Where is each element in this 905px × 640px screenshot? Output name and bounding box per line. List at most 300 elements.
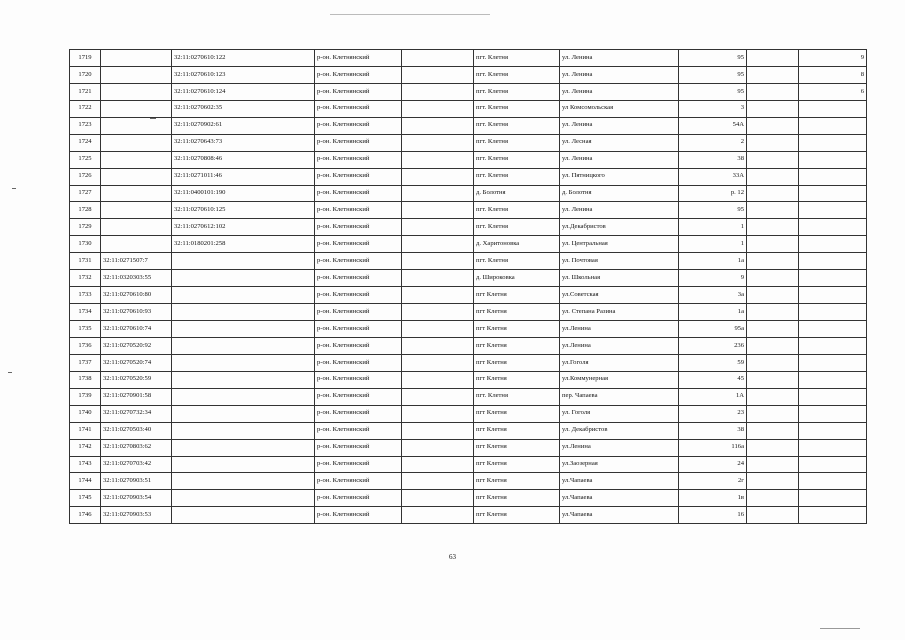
- table-cell-n: 1741: [70, 422, 101, 439]
- table-cell-c9: [799, 490, 867, 507]
- table-row: [70, 236, 867, 253]
- table-cell-n: 1739: [70, 388, 101, 405]
- table-cell-c5: пгт. Клетня: [474, 151, 560, 168]
- table-cell-c6: д. Болотня: [560, 185, 679, 202]
- table-cell-c7: 3а: [679, 287, 747, 304]
- table-cell-n: 1740: [70, 405, 101, 422]
- table-cell-c4: [402, 100, 474, 117]
- table-cell-n: 1720: [70, 66, 101, 83]
- table-cell-c2: 32:11:0270808:46: [172, 151, 315, 168]
- scan-mark: [330, 14, 490, 15]
- table-cell-c6: ул. Ленина: [560, 66, 679, 83]
- table-cell-c6: ул.Коммунерная: [560, 371, 679, 388]
- table-cell-c3: р-он. Клетнянский: [315, 100, 402, 117]
- table-cell-c6: ул. Ленина: [560, 50, 679, 67]
- table-cell-c4: [402, 83, 474, 100]
- table-cell-c6: пер. Чапаева: [560, 388, 679, 405]
- table-cell-c4: [402, 168, 474, 185]
- table-cell-c3: р-он. Клетнянский: [315, 490, 402, 507]
- table-cell-c2: 32:11:0270610:122: [172, 50, 315, 67]
- table-cell-c3: р-он. Клетнянский: [315, 66, 402, 83]
- table-cell-c8: [747, 202, 799, 219]
- table-cell-c8: [747, 490, 799, 507]
- table-cell-c5: пгт. Клетня: [474, 134, 560, 151]
- table-cell-n: 1733: [70, 287, 101, 304]
- table-cell-c8: [747, 388, 799, 405]
- table-cell-c9: [799, 507, 867, 524]
- table-cell-c5: пгт. Клетня: [474, 50, 560, 67]
- table-cell-c9: [799, 236, 867, 253]
- table-cell-c8: [747, 456, 799, 473]
- table-cell-c4: [402, 117, 474, 134]
- table-cell-c4: [402, 405, 474, 422]
- table-cell-c2: [172, 388, 315, 405]
- table-cell-c5: пгт Клетня: [474, 371, 560, 388]
- table-cell-c1: 32:11:0270903:51: [101, 473, 172, 490]
- table-cell-c6: ул.Гоголя: [560, 354, 679, 371]
- table-cell-c1: [101, 117, 172, 134]
- table-cell-c9: [799, 168, 867, 185]
- table-cell-c4: [402, 337, 474, 354]
- table-cell-c7: 116а: [679, 439, 747, 456]
- table-cell-c7: 33А: [679, 168, 747, 185]
- table-cell-c7: 1: [679, 219, 747, 236]
- table-row: [70, 507, 867, 524]
- table-cell-c3: р-он. Клетнянский: [315, 456, 402, 473]
- table-cell-c4: [402, 236, 474, 253]
- table-cell-c9: [799, 202, 867, 219]
- table-cell-c9: [799, 287, 867, 304]
- table-cell-c8: [747, 100, 799, 117]
- table-cell-c8: [747, 287, 799, 304]
- table-cell-c5: пгт Клетня: [474, 304, 560, 321]
- scan-mark: [820, 628, 860, 629]
- table-cell-c8: [747, 168, 799, 185]
- table-cell-c3: р-он. Клетнянский: [315, 83, 402, 100]
- table-row: [70, 117, 867, 134]
- table-cell-n: 1745: [70, 490, 101, 507]
- table-cell-c3: р-он. Клетнянский: [315, 134, 402, 151]
- table-cell-n: 1743: [70, 456, 101, 473]
- table-cell-c9: 8: [799, 66, 867, 83]
- table-cell-c4: [402, 50, 474, 67]
- table-row: [70, 490, 867, 507]
- table-cell-c8: [747, 321, 799, 338]
- table-row: [70, 371, 867, 388]
- table-cell-c3: р-он. Клетнянский: [315, 253, 402, 270]
- table-cell-c3: р-он. Клетнянский: [315, 185, 402, 202]
- table-cell-c2: [172, 507, 315, 524]
- table-cell-c6: ул. Почтовая: [560, 253, 679, 270]
- table-row: [70, 287, 867, 304]
- table-cell-c9: [799, 321, 867, 338]
- table-cell-c2: [172, 473, 315, 490]
- table-cell-c4: [402, 422, 474, 439]
- table-cell-c8: [747, 253, 799, 270]
- table-cell-c1: [101, 185, 172, 202]
- table-cell-c2: [172, 490, 315, 507]
- table-cell-c6: ул. Декабристов: [560, 422, 679, 439]
- table-cell-c4: [402, 202, 474, 219]
- table-cell-c3: р-он. Клетнянский: [315, 388, 402, 405]
- table-cell-c9: [799, 151, 867, 168]
- table-cell-c5: пгт. Клетня: [474, 219, 560, 236]
- table-cell-c1: 32:11:0270503:40: [101, 422, 172, 439]
- table-cell-c7: 24: [679, 456, 747, 473]
- table-cell-n: 1744: [70, 473, 101, 490]
- table-cell-c5: пгт. Клетня: [474, 202, 560, 219]
- table-cell-c1: [101, 202, 172, 219]
- table-cell-c3: р-он. Клетнянский: [315, 507, 402, 524]
- table-cell-c8: [747, 185, 799, 202]
- table-cell-c1: 32:11:0270703:42: [101, 456, 172, 473]
- table-cell-c7: 1а: [679, 304, 747, 321]
- table-cell-c7: 45: [679, 371, 747, 388]
- table-cell-c4: [402, 185, 474, 202]
- table-cell-c3: р-он. Клетнянский: [315, 219, 402, 236]
- table-cell-c6: ул.Ленина: [560, 337, 679, 354]
- table-cell-c4: [402, 219, 474, 236]
- table-cell-n: 1742: [70, 439, 101, 456]
- table-row: [70, 354, 867, 371]
- table-cell-c5: пгт. Клетня: [474, 388, 560, 405]
- table-cell-c1: 32:11:0270520:74: [101, 354, 172, 371]
- table-cell-n: 1729: [70, 219, 101, 236]
- table-cell-c2: [172, 287, 315, 304]
- table-cell-c7: 2: [679, 134, 747, 151]
- table-cell-c8: [747, 117, 799, 134]
- table-cell-c9: [799, 439, 867, 456]
- table-cell-n: 1735: [70, 321, 101, 338]
- table-row: [70, 388, 867, 405]
- table-cell-c5: пгт. Клетня: [474, 253, 560, 270]
- table-cell-c7: 9: [679, 270, 747, 287]
- table-cell-c1: 32:11:0270901:58: [101, 388, 172, 405]
- table-cell-c7: 2г: [679, 473, 747, 490]
- table-cell-c6: ул. Гоголя: [560, 405, 679, 422]
- table-cell-c1: 32:11:0270610:74: [101, 321, 172, 338]
- table-cell-c2: [172, 422, 315, 439]
- table-cell-c4: [402, 490, 474, 507]
- table-cell-c6: ул. Ленина: [560, 117, 679, 134]
- table-row: [70, 422, 867, 439]
- table-cell-c6: ул.Ленина: [560, 321, 679, 338]
- table-cell-c5: пгт. Клетня: [474, 66, 560, 83]
- table-cell-c8: [747, 439, 799, 456]
- table-cell-c1: [101, 66, 172, 83]
- table-cell-c6: ул. Лесная: [560, 134, 679, 151]
- table-row: [70, 456, 867, 473]
- table-cell-c6: ул.Заозерная: [560, 456, 679, 473]
- table-cell-c2: 32:11:0271011:46: [172, 168, 315, 185]
- table-cell-n: 1730: [70, 236, 101, 253]
- table-cell-c6: ул.Декабристов: [560, 219, 679, 236]
- table-cell-c8: [747, 151, 799, 168]
- table-cell-c4: [402, 507, 474, 524]
- table-cell-c7: 23: [679, 405, 747, 422]
- table-cell-c2: 32:11:0270610:125: [172, 202, 315, 219]
- table-cell-c8: [747, 270, 799, 287]
- table-cell-c9: [799, 253, 867, 270]
- table-cell-c1: [101, 219, 172, 236]
- table-cell-c5: пгт. Клетня: [474, 168, 560, 185]
- table-cell-c6: ул.Ленина: [560, 439, 679, 456]
- table-cell-c8: [747, 507, 799, 524]
- table-cell-c2: 32:11:0180201:258: [172, 236, 315, 253]
- table-cell-c9: [799, 422, 867, 439]
- table-cell-c2: 32:11:0270902:61: [172, 117, 315, 134]
- table-row: [70, 473, 867, 490]
- table-cell-c7: 38: [679, 422, 747, 439]
- table-cell-n: 1737: [70, 354, 101, 371]
- table-cell-c3: р-он. Клетнянский: [315, 439, 402, 456]
- table-cell-c8: [747, 422, 799, 439]
- table-cell-c6: ул. Степана Разина: [560, 304, 679, 321]
- table-cell-c5: пгт Клетня: [474, 405, 560, 422]
- table-cell-n: 1734: [70, 304, 101, 321]
- table-cell-c9: [799, 388, 867, 405]
- table-cell-c5: пгт Клетня: [474, 456, 560, 473]
- table-cell-n: 1721: [70, 83, 101, 100]
- table-row: [70, 304, 867, 321]
- table-cell-c4: [402, 304, 474, 321]
- table-cell-c6: ул. Центральная: [560, 236, 679, 253]
- table-cell-c4: [402, 354, 474, 371]
- table-cell-c5: д. Харитоновка: [474, 236, 560, 253]
- table-row: [70, 83, 867, 100]
- table-cell-n: 1724: [70, 134, 101, 151]
- table-row: [70, 134, 867, 151]
- table-cell-c8: [747, 219, 799, 236]
- table-cell-c5: пгт Клетня: [474, 287, 560, 304]
- table-cell-c7: 3: [679, 100, 747, 117]
- table-cell-c7: 38: [679, 151, 747, 168]
- table-cell-c5: пгт Клетня: [474, 473, 560, 490]
- table-cell-c4: [402, 473, 474, 490]
- table-cell-c8: [747, 134, 799, 151]
- table-cell-c5: пгт Клетня: [474, 490, 560, 507]
- table-cell-c5: пгт. Клетня: [474, 117, 560, 134]
- table-cell-c3: р-он. Клетнянский: [315, 168, 402, 185]
- table-cell-c8: [747, 304, 799, 321]
- table-cell-c1: [101, 50, 172, 67]
- table-cell-c9: [799, 337, 867, 354]
- table-cell-c7: 95: [679, 66, 747, 83]
- table-cell-c6: ул. Ленина: [560, 151, 679, 168]
- table-cell-c8: [747, 337, 799, 354]
- table-cell-n: 1727: [70, 185, 101, 202]
- table-cell-c1: 32:11:0270610:93: [101, 304, 172, 321]
- table-cell-c1: 32:11:0271507:7: [101, 253, 172, 270]
- table-row: [70, 66, 867, 83]
- table-cell-c4: [402, 371, 474, 388]
- table-cell-c1: 32:11:0270803:62: [101, 439, 172, 456]
- table-cell-c2: [172, 253, 315, 270]
- table-cell-c5: пгт. Клетня: [474, 83, 560, 100]
- table-cell-c4: [402, 439, 474, 456]
- scan-mark: [8, 372, 12, 373]
- table-cell-c4: [402, 134, 474, 151]
- table-cell-c6: ул.Чапаева: [560, 507, 679, 524]
- table-row: [70, 337, 867, 354]
- table-cell-c4: [402, 66, 474, 83]
- table-cell-n: 1725: [70, 151, 101, 168]
- table-cell-c3: р-он. Клетнянский: [315, 422, 402, 439]
- table-cell-c1: 32:11:0270732:34: [101, 405, 172, 422]
- table-cell-c2: [172, 371, 315, 388]
- table-cell-c2: [172, 405, 315, 422]
- table-cell-c9: [799, 473, 867, 490]
- table-cell-n: 1746: [70, 507, 101, 524]
- table-cell-c9: 9: [799, 50, 867, 67]
- page-number: 63: [449, 553, 456, 561]
- table-cell-c5: пгт Клетня: [474, 354, 560, 371]
- table-row: [70, 151, 867, 168]
- table-cell-c1: [101, 168, 172, 185]
- table-cell-c7: р. 12: [679, 185, 747, 202]
- table-cell-c7: 1: [679, 236, 747, 253]
- table-cell-c9: [799, 304, 867, 321]
- table-cell-c2: [172, 270, 315, 287]
- table-cell-c4: [402, 388, 474, 405]
- table-cell-c2: [172, 321, 315, 338]
- table-cell-c7: 1в: [679, 490, 747, 507]
- table-cell-c3: р-он. Клетнянский: [315, 270, 402, 287]
- table-cell-n: 1719: [70, 50, 101, 67]
- table-cell-c2: 32:11:0270610:124: [172, 83, 315, 100]
- table-cell-c7: 95: [679, 50, 747, 67]
- table-cell-n: 1722: [70, 100, 101, 117]
- table-cell-c9: [799, 354, 867, 371]
- table-cell-c4: [402, 456, 474, 473]
- table-cell-c2: [172, 337, 315, 354]
- table-cell-c6: ул.Чапаева: [560, 490, 679, 507]
- table-cell-c3: р-он. Клетнянский: [315, 371, 402, 388]
- table-cell-c8: [747, 236, 799, 253]
- table-cell-c2: 32:11:0400101:190: [172, 185, 315, 202]
- table-cell-c7: 1А: [679, 388, 747, 405]
- table-cell-c3: р-он. Клетнянский: [315, 321, 402, 338]
- table-cell-c8: [747, 83, 799, 100]
- table-cell-c2: [172, 456, 315, 473]
- table-row: [70, 439, 867, 456]
- table-cell-n: 1723: [70, 117, 101, 134]
- table-cell-n: 1726: [70, 168, 101, 185]
- table-cell-c8: [747, 354, 799, 371]
- table-cell-c2: 32:11:0270602:35: [172, 100, 315, 117]
- table-cell-c8: [747, 405, 799, 422]
- table-cell-c3: р-он. Клетнянский: [315, 304, 402, 321]
- register-table-body: [70, 50, 867, 524]
- table-cell-c5: пгт Клетня: [474, 321, 560, 338]
- table-cell-c6: ул. Пятницкого: [560, 168, 679, 185]
- table-cell-c5: пгт Клетня: [474, 422, 560, 439]
- table-cell-n: 1728: [70, 202, 101, 219]
- table-row: [70, 270, 867, 287]
- table-cell-c9: [799, 219, 867, 236]
- table-cell-c4: [402, 270, 474, 287]
- table-cell-c1: 32:11:0270903:53: [101, 507, 172, 524]
- table-cell-c1: [101, 100, 172, 117]
- table-cell-c5: пгт Клетня: [474, 507, 560, 524]
- table-cell-c2: [172, 354, 315, 371]
- table-cell-c8: [747, 371, 799, 388]
- table-cell-c9: [799, 456, 867, 473]
- table-cell-c2: [172, 304, 315, 321]
- table-cell-c7: 95: [679, 202, 747, 219]
- table-row: [70, 202, 867, 219]
- table-cell-c7: 1а: [679, 253, 747, 270]
- table-cell-c5: пгт. Клетня: [474, 100, 560, 117]
- table-cell-c9: [799, 270, 867, 287]
- table-cell-c5: д. Болотня: [474, 185, 560, 202]
- table-cell-c1: 32:11:0270520:59: [101, 371, 172, 388]
- table-row: [70, 219, 867, 236]
- table-cell-c4: [402, 321, 474, 338]
- table-cell-c3: р-он. Клетнянский: [315, 354, 402, 371]
- table-cell-n: 1736: [70, 337, 101, 354]
- table-cell-c3: р-он. Клетнянский: [315, 151, 402, 168]
- table-cell-c6: ул. Школьная: [560, 270, 679, 287]
- table-cell-c5: пгт Клетня: [474, 337, 560, 354]
- table-cell-c9: [799, 134, 867, 151]
- table-cell-c3: р-он. Клетнянский: [315, 287, 402, 304]
- table-cell-n: 1738: [70, 371, 101, 388]
- table-row: [70, 100, 867, 117]
- table-cell-c1: [101, 83, 172, 100]
- table-cell-c5: д. Широковка: [474, 270, 560, 287]
- table-cell-c3: р-он. Клетнянский: [315, 405, 402, 422]
- table-cell-c4: [402, 151, 474, 168]
- table-cell-c7: 54А: [679, 117, 747, 134]
- register-table: [69, 49, 867, 524]
- table-cell-c9: [799, 185, 867, 202]
- table-cell-c9: [799, 405, 867, 422]
- table-cell-c9: [799, 371, 867, 388]
- table-row: [70, 321, 867, 338]
- table-cell-c3: р-он. Клетнянский: [315, 202, 402, 219]
- table-row: [70, 168, 867, 185]
- table-cell-c4: [402, 253, 474, 270]
- table-cell-c1: [101, 236, 172, 253]
- table-cell-c6: ул. Ленина: [560, 83, 679, 100]
- table-cell-c7: 236: [679, 337, 747, 354]
- table-row: [70, 405, 867, 422]
- scan-mark: [12, 188, 16, 189]
- table-cell-c1: 32:11:0270520:92: [101, 337, 172, 354]
- table-cell-c1: [101, 151, 172, 168]
- table-cell-n: 1731: [70, 253, 101, 270]
- table-cell-c3: р-он. Клетнянский: [315, 337, 402, 354]
- table-cell-c3: р-он. Клетнянский: [315, 117, 402, 134]
- table-cell-c4: [402, 287, 474, 304]
- table-row: [70, 185, 867, 202]
- table-row: [70, 50, 867, 67]
- table-cell-c9: [799, 100, 867, 117]
- table-cell-c7: 95: [679, 83, 747, 100]
- table-cell-c9: [799, 117, 867, 134]
- table-cell-c2: 32:11:0270612:102: [172, 219, 315, 236]
- table-cell-c2: [172, 439, 315, 456]
- table-cell-c3: р-он. Клетнянский: [315, 473, 402, 490]
- table-cell-n: 1732: [70, 270, 101, 287]
- table-row: [70, 253, 867, 270]
- table-cell-c1: 32:11:0320303:55: [101, 270, 172, 287]
- table-cell-c7: 95а: [679, 321, 747, 338]
- table-cell-c8: [747, 66, 799, 83]
- table-cell-c3: р-он. Клетнянский: [315, 236, 402, 253]
- table-cell-c6: ул. Ленина: [560, 202, 679, 219]
